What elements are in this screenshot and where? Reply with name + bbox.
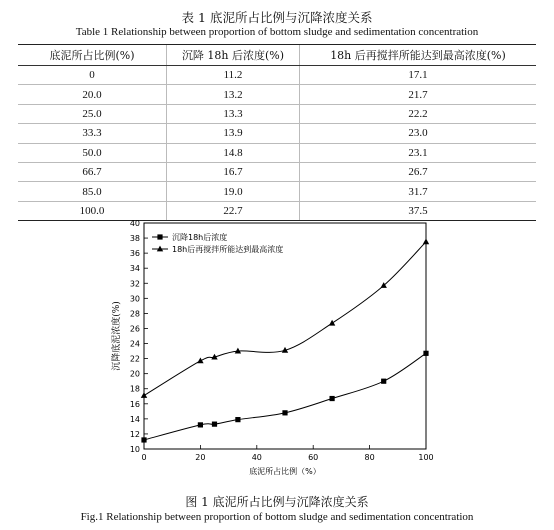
table-caption-en: Table 1 Relationship between proportion of bottom sludge and sedimentation concentration [75, 26, 479, 38]
table-cell: 14.8 [167, 143, 300, 162]
table-cell: 11.2 [167, 66, 300, 85]
header-max: 18h 后再搅拌所能达到最高浓度(%) [300, 45, 537, 66]
series-2-point [423, 238, 429, 244]
table-row [18, 104, 536, 123]
legend-label: 沉降18h后浓度 [172, 233, 228, 242]
series-line-2 [144, 242, 426, 396]
table-cell: 19.0 [167, 182, 300, 201]
y-tick-label: 28 [129, 309, 140, 319]
table-cell: 0 [18, 66, 167, 85]
x-tick-label: 80 [364, 453, 375, 462]
series-2-point [141, 392, 147, 398]
series-1-point [212, 422, 217, 427]
y-tick-label: 12 [129, 429, 140, 439]
y-tick-label: 30 [129, 294, 140, 304]
y-tick-label: 14 [129, 414, 140, 424]
y-tick-label: 34 [129, 264, 140, 274]
table-cell: 85.0 [18, 182, 167, 201]
x-tick-label: 40 [251, 453, 262, 462]
table-cell: 33.3 [18, 124, 167, 143]
table-cell: 13.2 [167, 85, 300, 104]
table-cell: 22.2 [300, 104, 537, 123]
header-settled: 沉降 18h 后浓度(%) [167, 45, 300, 66]
table-cell: 22.7 [167, 201, 300, 220]
table-header-row [18, 45, 536, 66]
series-1-point [381, 379, 386, 384]
table-cell: 16.7 [167, 162, 300, 181]
x-tick-label: 20 [195, 453, 206, 462]
series-1-point [198, 422, 203, 427]
y-axis-label: 沉降底泥浓度(%) [112, 301, 122, 371]
table-caption-cn: 表 1 底泥所占比例与沉降浓度关系 [181, 10, 373, 25]
y-tick-label: 10 [129, 445, 140, 454]
y-tick-label: 18 [129, 384, 140, 394]
series-1-point [282, 410, 287, 415]
x-axis-label: 底泥所占比例（%） [249, 467, 321, 476]
y-tick-label: 36 [129, 249, 140, 259]
series-line-1 [144, 353, 426, 440]
header-ratio: 底泥所占比例(%) [18, 45, 167, 66]
table-cell: 20.0 [18, 85, 167, 104]
table-row [18, 162, 536, 181]
table-cell: 23.0 [300, 124, 537, 143]
series-2-point [197, 357, 203, 363]
table-cell: 26.7 [300, 162, 537, 181]
table-cell: 13.3 [167, 104, 300, 123]
table-cell: 31.7 [300, 182, 537, 201]
table-cell: 21.7 [300, 85, 537, 104]
table-cell: 50.0 [18, 143, 167, 162]
y-tick-label: 20 [129, 369, 140, 379]
y-tick-label: 38 [129, 234, 140, 244]
x-tick-label: 0 [141, 453, 147, 462]
x-tick-label: 100 [418, 453, 434, 462]
table-cell: 13.9 [167, 124, 300, 143]
y-tick-label: 32 [129, 279, 140, 289]
series-2-point [329, 320, 335, 326]
table-cell: 37.5 [300, 201, 537, 220]
legend-label: 18h后再搅拌所能达到最高浓度 [172, 245, 284, 254]
series-1-point [423, 351, 428, 356]
y-tick-label: 22 [129, 354, 140, 364]
y-tick-label: 26 [129, 324, 140, 334]
table-cell: 23.1 [300, 143, 537, 162]
y-tick-label: 40 [129, 219, 140, 228]
table-row [18, 85, 536, 104]
legend-marker [157, 234, 162, 239]
table-row [18, 143, 536, 162]
table-cell: 25.0 [18, 104, 167, 123]
x-tick-label: 60 [308, 453, 319, 462]
table-row [18, 66, 536, 85]
table-row [18, 182, 536, 201]
table-row [18, 124, 536, 143]
table-cell: 17.1 [300, 66, 537, 85]
figure-caption-en: Fig.1 Relationship between proportion of bottom sludge and sedimentation concentration [80, 511, 474, 523]
y-tick-label: 24 [129, 339, 140, 349]
figure-caption-cn: 图 1 底泥所占比例与沉降浓度关系 [185, 495, 369, 509]
y-tick-label: 16 [129, 399, 140, 409]
series-1-point [235, 417, 240, 422]
line-chart [100, 213, 460, 489]
series-1-point [329, 396, 334, 401]
series-1-point [141, 437, 146, 442]
table-cell: 100.0 [18, 201, 167, 220]
table-cell: 66.7 [18, 162, 167, 181]
data-table [18, 44, 536, 221]
